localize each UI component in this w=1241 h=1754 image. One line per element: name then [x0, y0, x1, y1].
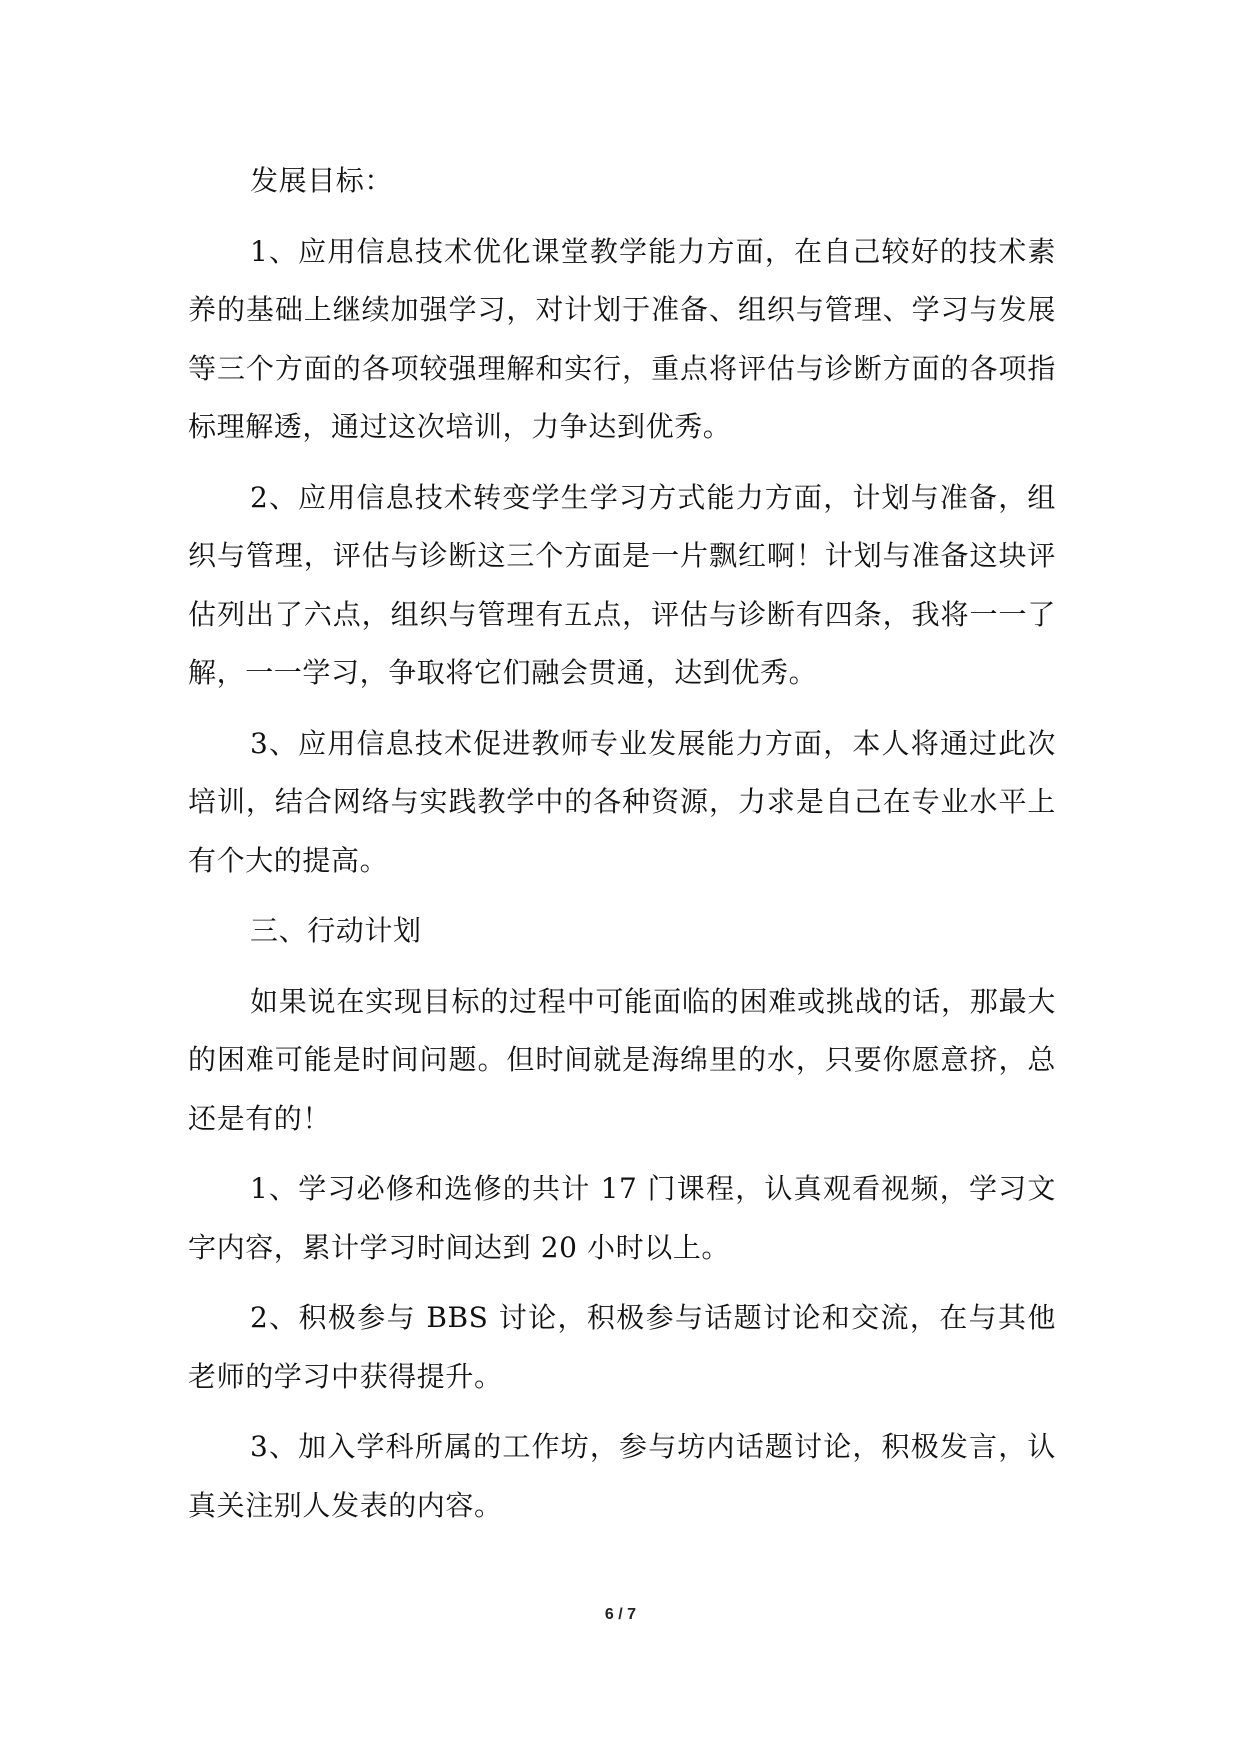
heading-development-goals: 发展目标：: [250, 164, 394, 197]
paragraph-plan-2: 2、积极参与 BBS 讨论，积极参与话题讨论和交流，在与其他老师的学习中获得提升。: [188, 1301, 1056, 1393]
paragraph-goal-2: 2、应用信息技术转变学生学习方式能力方面，计划与准备，组织与管理，评估与诊断这三个方面是一片飘红啊！计划与准备这块评估列出了六点，组织与管理有五点，评估与诊断有四条，我将一一了解，一一学习，争取将它们融会贯通，达到优秀。: [188, 480, 1056, 689]
paragraph-goal-3: 3、应用信息技术促进教师专业发展能力方面，本人将通过此次培训，结合网络与实践教学中的各种资源，力求是自己在专业水平上有个大的提高。: [188, 726, 1056, 877]
heading-action-plan: 三、行动计划: [250, 914, 422, 947]
page-number: 6 / 7: [604, 1606, 637, 1623]
paragraph-plan-3: 3、加入学科所属的工作坊，参与坊内话题讨论，积极发言，认真关注别人发表的内容。: [188, 1430, 1056, 1522]
document-body: [188, 152, 1056, 1547]
paragraph-challenge: 如果说在实现目标的过程中可能面临的困难或挑战的话，那最大的困难可能是时间问题。但时间就是海绵里的水，只要你愿意挤，总还是有的！: [188, 984, 1056, 1135]
paragraph-plan-1: 1、学习必修和选修的共计 17 门课程，认真观看视频，学习文字内容，累计学习时间达到 20 小时以上。: [188, 1172, 1056, 1264]
paragraph-goal-1: 1、应用信息技术优化课堂教学能力方面，在自己较好的技术素养的基础上继续加强学习，对计划于准备、组织与管理、学习与发展等三个方面的各项较强理解和实行，重点将评估与诊断方面的各项指标理解透，通过这次培训，力争达到优秀。: [188, 234, 1056, 443]
